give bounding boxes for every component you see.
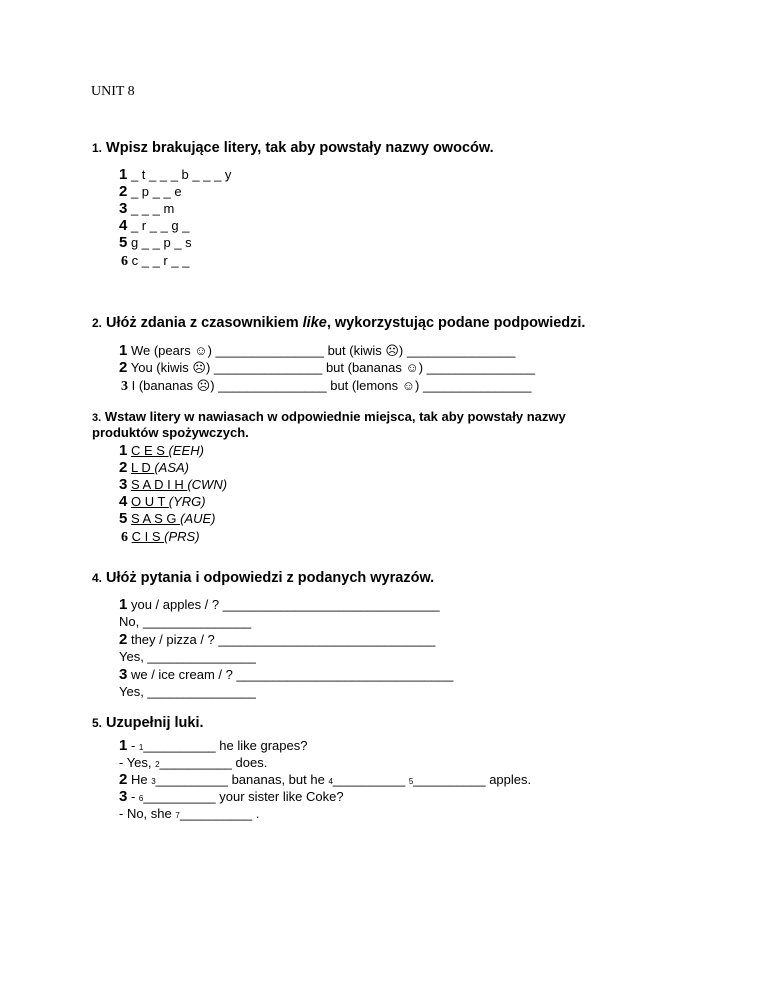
ex5-text: apples. bbox=[485, 772, 532, 787]
ex3-item-number: 1 bbox=[119, 442, 128, 459]
ex5-item-number: 3 bbox=[119, 788, 128, 805]
ex3-item-word: S A S G bbox=[130, 511, 181, 526]
ex2-item-text: You (kiwis ☹) _______________ but (bananas ☺) _______________ bbox=[130, 360, 536, 375]
ex5-line bbox=[119, 772, 531, 790]
ex4-answer: Yes, _______________ bbox=[119, 649, 256, 664]
ex4-item-number: 2 bbox=[119, 631, 128, 648]
ex4-question bbox=[119, 667, 453, 683]
ex3-item-number: 2 bbox=[119, 459, 128, 476]
ex4-question-text: we / ice cream / ? ______________________________ bbox=[130, 667, 454, 682]
exercise-5-heading bbox=[92, 715, 204, 731]
ex2-item-number: 3 bbox=[121, 379, 128, 394]
ex1-item-number: 1 bbox=[119, 166, 128, 183]
ex5-line bbox=[119, 806, 259, 824]
gap-number: 5 bbox=[408, 777, 414, 786]
gap-number: 7 bbox=[175, 811, 180, 820]
ex5-line bbox=[119, 738, 307, 756]
ex3-item bbox=[119, 494, 206, 510]
exercise-2-title: Ułóż zdania z czasownikiem bbox=[106, 315, 303, 331]
gap-number: 4 bbox=[328, 777, 333, 786]
ex4-question bbox=[119, 597, 440, 613]
ex1-item-text: _ p _ _ e bbox=[130, 184, 182, 199]
ex5-item-number: 1 bbox=[119, 737, 128, 754]
ex1-item-text: _ t _ _ _ b _ _ _ y bbox=[130, 167, 232, 182]
ex1-item-number: 3 bbox=[119, 200, 128, 217]
ex3-item bbox=[119, 460, 189, 476]
gap-number: 3 bbox=[151, 777, 156, 786]
gap-blank: __________ bbox=[159, 755, 232, 770]
ex1-item-text: _ _ _ m bbox=[130, 201, 175, 216]
unit-title: UNIT 8 bbox=[91, 84, 135, 99]
ex3-item-word: C E S bbox=[130, 443, 169, 458]
ex4-question bbox=[119, 632, 435, 648]
ex1-item-number: 2 bbox=[119, 183, 128, 200]
ex3-item-hint: (YRG) bbox=[168, 494, 206, 509]
exercise-3-title-line1: Wstaw litery w nawiasach w odpowiednie miejsca, tak aby powstały nazwy bbox=[104, 409, 566, 424]
exercise-3-number: 3. bbox=[92, 412, 102, 424]
ex1-item bbox=[119, 235, 192, 251]
ex3-item-word: O U T bbox=[130, 494, 169, 509]
exercise-4-heading bbox=[92, 570, 434, 586]
ex5-text: bananas, but he bbox=[227, 772, 329, 787]
ex5-text: does. bbox=[231, 755, 268, 770]
ex1-item-text: c _ _ r _ _ bbox=[131, 253, 190, 268]
ex4-item-number: 1 bbox=[119, 596, 128, 613]
ex3-item-number: 6 bbox=[121, 530, 128, 545]
exercise-4-number: 4. bbox=[92, 571, 103, 585]
ex3-item-word: C I S bbox=[131, 529, 165, 544]
gap-blank: __________ bbox=[179, 806, 253, 821]
ex3-item-number: 3 bbox=[119, 476, 128, 493]
ex5-text: - bbox=[127, 738, 139, 753]
gap-number: 1 bbox=[138, 743, 144, 752]
ex4-question-text: you / apples / ? ______________________________ bbox=[130, 597, 440, 612]
ex5-line bbox=[119, 789, 344, 807]
ex3-item bbox=[119, 443, 204, 459]
ex3-item-word: S A D I H bbox=[130, 477, 188, 492]
gap-blank: __________ bbox=[155, 772, 228, 787]
ex5-text: your sister like Coke? bbox=[215, 789, 344, 804]
ex3-item-hint: (AUE) bbox=[180, 511, 216, 526]
ex3-item-number: 4 bbox=[119, 493, 128, 510]
ex4-answer: Yes, _______________ bbox=[119, 684, 256, 699]
ex1-item-number: 6 bbox=[121, 254, 128, 269]
exercise-1-title: Wpisz brakujące litery, tak aby powstały nazwy owoców. bbox=[106, 140, 494, 156]
ex1-item bbox=[119, 184, 182, 200]
gap-blank: __________ bbox=[413, 772, 486, 787]
ex3-item bbox=[121, 529, 200, 546]
ex5-text: - No, she bbox=[119, 806, 176, 821]
ex5-text: - bbox=[127, 789, 139, 804]
exercise-2-title-italic: like bbox=[302, 315, 327, 331]
ex3-item-hint: (CWN) bbox=[187, 477, 228, 492]
exercise-5-number: 5. bbox=[92, 716, 103, 730]
ex1-item bbox=[119, 167, 231, 183]
gap-blank: __________ bbox=[143, 789, 216, 804]
ex2-item-text: We (pears ☺) _______________ but (kiwis ☹) _______________ bbox=[130, 343, 516, 358]
ex2-item-number: 1 bbox=[119, 342, 128, 359]
ex5-item-number: 2 bbox=[119, 771, 128, 788]
exercise-5-title: Uzupełnij luki. bbox=[106, 715, 204, 731]
ex5-text: - Yes, bbox=[119, 755, 156, 770]
exercise-1-number: 1. bbox=[92, 141, 103, 155]
ex5-text: He bbox=[127, 772, 152, 787]
ex3-item-hint: (PRS) bbox=[164, 529, 200, 544]
ex3-item bbox=[119, 477, 227, 493]
ex4-question-text: they / pizza / ? ______________________________ bbox=[130, 632, 436, 647]
ex1-item-number: 5 bbox=[119, 234, 128, 251]
exercise-2-heading bbox=[92, 315, 585, 331]
exercise-3-heading bbox=[92, 409, 566, 426]
ex5-text: . bbox=[252, 806, 260, 821]
exercise-2-title-end: , wykorzystując podane podpowiedzi. bbox=[326, 315, 586, 331]
gap-blank: __________ bbox=[332, 772, 406, 787]
exercise-2-number: 2. bbox=[92, 316, 103, 330]
ex1-item bbox=[121, 253, 189, 270]
ex5-text: he like grapes? bbox=[215, 738, 308, 753]
ex1-item-text: _ r _ _ g _ bbox=[130, 218, 190, 233]
ex2-item bbox=[119, 360, 535, 376]
exercise-1-heading bbox=[92, 140, 494, 156]
ex2-item bbox=[121, 378, 531, 395]
exercise-3-heading-line2: produktów spożywczych. bbox=[92, 425, 249, 440]
ex3-item-number: 5 bbox=[119, 510, 128, 527]
gap-blank: __________ bbox=[143, 738, 216, 753]
ex2-item bbox=[119, 343, 515, 359]
gap-number: 2 bbox=[155, 760, 160, 769]
ex3-item-hint: (ASA) bbox=[154, 460, 189, 475]
ex3-item-hint: (EEH) bbox=[168, 443, 204, 458]
ex3-item-word: L D bbox=[130, 460, 155, 475]
ex4-item-number: 3 bbox=[119, 666, 128, 683]
ex1-item-text: g _ _ p _ s bbox=[130, 235, 192, 250]
ex1-item bbox=[119, 201, 174, 217]
gap-number: 6 bbox=[138, 794, 144, 803]
ex4-answer: No, _______________ bbox=[119, 614, 252, 629]
ex3-item bbox=[119, 511, 216, 527]
ex5-line bbox=[119, 755, 267, 773]
ex1-item bbox=[119, 218, 190, 234]
ex2-item-number: 2 bbox=[119, 359, 128, 376]
exercise-4-title: Ułóż pytania i odpowiedzi z podanych wyrazów. bbox=[106, 570, 435, 586]
ex1-item-number: 4 bbox=[119, 217, 128, 234]
ex2-item-text: I (bananas ☹) _______________ but (lemons ☺) _______________ bbox=[131, 378, 532, 393]
